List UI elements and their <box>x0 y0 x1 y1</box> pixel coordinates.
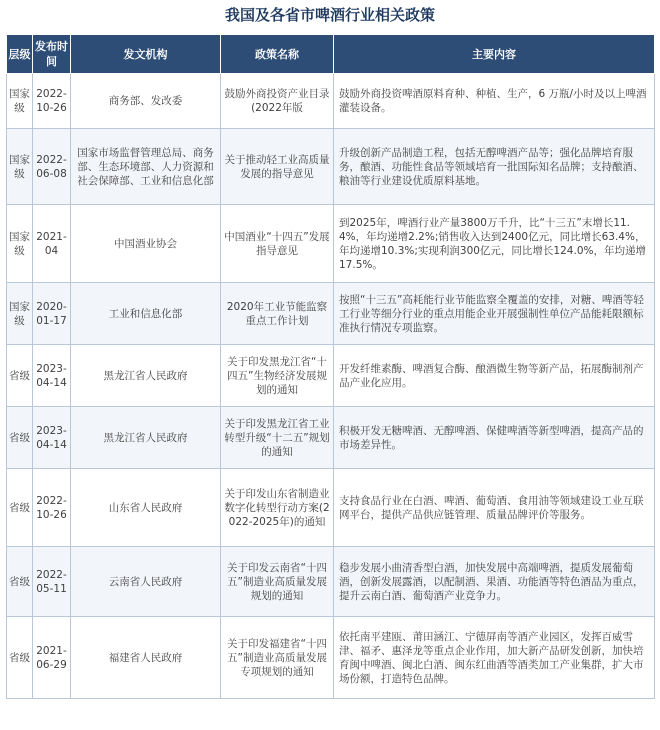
cell-policy: 2020年工业节能监察重点工作计划 <box>221 283 334 345</box>
cell-level: 省级 <box>7 617 33 699</box>
page-title: 我国及各省市啤酒行业相关政策 <box>224 6 435 24</box>
header-policy: 政策名称 <box>221 35 334 74</box>
header-level: 层级 <box>7 35 33 74</box>
cell-policy: 关于印发黑龙江省工业转型升级“十二五”规划的通知 <box>221 407 334 469</box>
cell-policy: 关于推动轻工业高质量发展的指导意见 <box>221 129 334 205</box>
cell-content: 积极开发无糖啤酒、无醇啤酒、保健啤酒等新型啤酒，提高产品的市场差异性。 <box>334 407 655 469</box>
cell-agency: 商务部、发改委 <box>71 74 221 129</box>
cell-agency: 福建省人民政府 <box>71 617 221 699</box>
cell-content: 升级创新产品制造工程，包括无醇啤酒产品等；强化品牌培育服务，酿酒、功能性食品等领域培育一批国际知名品牌；支持酿酒、粮油等行业建设优质原料基地。 <box>334 129 655 205</box>
table-row <box>7 205 655 283</box>
table-row <box>7 407 655 469</box>
cell-agency: 黑龙江省人民政府 <box>71 407 221 469</box>
cell-date: 2023-04-14 <box>33 407 71 469</box>
cell-content: 开发纤维素酶、啤酒复合酶、酿酒微生物等新产品，拓展酶制剂产品产业化应用。 <box>334 345 655 407</box>
cell-policy: 中国酒业“十四五”发展指导意见 <box>221 205 334 283</box>
table-row <box>7 283 655 345</box>
header-content: 主要内容 <box>334 35 655 74</box>
cell-policy: 关于印发山东省制造业数字化转型行动方案(2022-2025年)的通知 <box>221 469 334 547</box>
table-row <box>7 345 655 407</box>
cell-agency: 工业和信息化部 <box>71 283 221 345</box>
cell-date: 2022-06-08 <box>33 129 71 205</box>
cell-content: 按照“十三五”高耗能行业节能监察全覆盖的安排，对糖、啤酒等轻工行业等细分行业的重点用能企业开展强制性单位产品能耗限额标准执行情况专项监察。 <box>334 283 655 345</box>
table-header-row <box>7 35 655 74</box>
cell-level: 国家级 <box>7 129 33 205</box>
cell-date: 2020-01-17 <box>33 283 71 345</box>
cell-date: 2023-04-14 <box>33 345 71 407</box>
cell-level: 国家级 <box>7 283 33 345</box>
cell-agency: 中国酒业协会 <box>71 205 221 283</box>
policy-table <box>6 34 655 699</box>
cell-date: 2022-10-26 <box>33 469 71 547</box>
table-row <box>7 547 655 617</box>
cell-agency: 黑龙江省人民政府 <box>71 345 221 407</box>
cell-level: 省级 <box>7 345 33 407</box>
cell-level: 省级 <box>7 547 33 617</box>
table-row <box>7 129 655 205</box>
header-date: 发布时间 <box>33 35 71 74</box>
cell-agency: 云南省人民政府 <box>71 547 221 617</box>
cell-policy: 关于印发云南省“十四五”制造业高质量发展规划的通知 <box>221 547 334 617</box>
table-row <box>7 469 655 547</box>
header-agency: 发文机构 <box>71 35 221 74</box>
cell-content: 稳步发展小曲清香型白酒，加快发展中高端啤酒，提质发展葡萄酒，创新发展露酒，以配制酒、果酒、功能酒等特色酒品为重点，提升云南白酒、葡萄酒产业竞争力。 <box>334 547 655 617</box>
table-row <box>7 617 655 699</box>
cell-agency: 国家市场监督管理总局、商务部、生态环境部、人力资源和社会保障部、工业和信息化部 <box>71 129 221 205</box>
cell-level: 国家级 <box>7 74 33 129</box>
cell-date: 2022-10-26 <box>33 74 71 129</box>
cell-policy: 鼓励外商投资产业目录(2022年版 <box>221 74 334 129</box>
cell-content: 支持食品行业在白酒、啤酒、葡萄酒、食用油等领域建设工业互联网平台，提供产品供应链管理、质量品牌评价等服务。 <box>334 469 655 547</box>
cell-date: 2022-05-11 <box>33 547 71 617</box>
cell-content: 依托南平建瓯、莆田涵江、宁德屏南等酒产业园区，发挥百威雪津、福矛、惠泽龙等重点企业作用，加大新产品研发创新，加快培育闽中啤酒、闽北白酒、闽东红曲酒等酒类加工产业集群，扩大市场份额，打造特色品牌。 <box>334 617 655 699</box>
cell-policy: 关于印发黑龙江省“十四五”生物经济发展规划的通知 <box>221 345 334 407</box>
cell-agency: 山东省人民政府 <box>71 469 221 547</box>
cell-policy: 关于印发福建省“十四五”制造业高质量发展专项规划的通知 <box>221 617 334 699</box>
cell-date: 2021-04 <box>33 205 71 283</box>
cell-level: 国家级 <box>7 205 33 283</box>
table-row <box>7 74 655 129</box>
cell-content: 鼓励外商投资啤酒原料育种、种植、生产，6 万瓶/小时及以上啤酒灌装设备。 <box>334 74 655 129</box>
cell-content: 到2025年，啤酒行业产量3800万千升，比“十三五”末增长11.4%，年均递增2.2%;销售收入达到2400亿元，同比增长63.4%，年均递增10.3%;实现利润300亿元，同比增长124.0%，年均递增17.5%。 <box>334 205 655 283</box>
cell-level: 省级 <box>7 469 33 547</box>
cell-level: 省级 <box>7 407 33 469</box>
cell-date: 2021-06-29 <box>33 617 71 699</box>
